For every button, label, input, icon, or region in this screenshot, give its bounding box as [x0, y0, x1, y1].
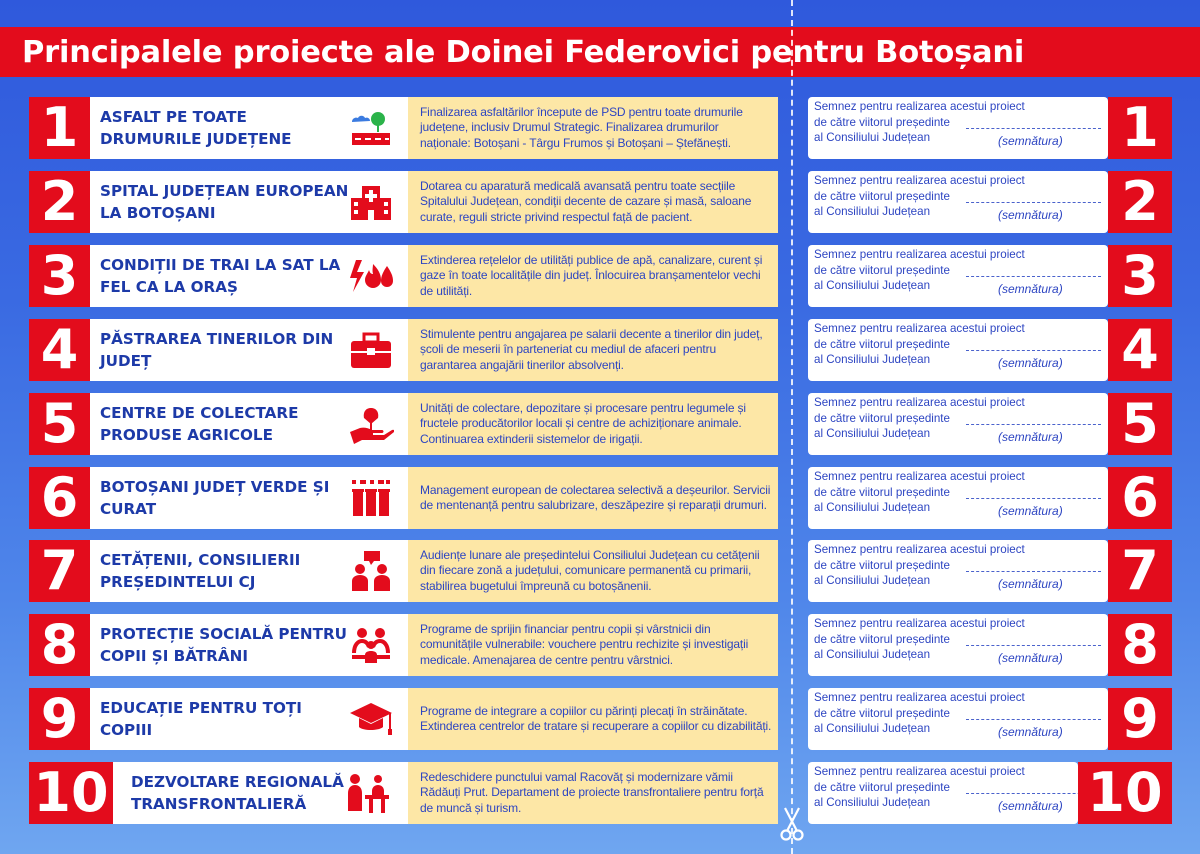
project-description: [408, 97, 778, 159]
project-row-3: [0, 245, 1200, 307]
project-description-text: Programe de integrare a copiilor cu părinți plecați în străinătate. Extinderea centrelor de tratare și recuperare a copiilor cu dizabilități.: [420, 703, 772, 733]
project-number: 3: [29, 245, 90, 307]
signature-text: Semnez pentru realizarea acestui proiect de către viitorul președinte al Consiliului Județean: [814, 322, 1025, 366]
briefcase-icon: [348, 328, 394, 372]
people-talking-icon: [348, 549, 394, 593]
project-card: [90, 467, 408, 529]
signature-text: Semnez pentru realizarea acestui proiect de către viitorul președinte al Consiliului Județean: [814, 174, 1025, 218]
project-card: [90, 319, 408, 381]
project-description-text: Management european de colectarea selectivă a deșeurilor. Servicii de mentenanță pentru salubrizare, deszăpezire și reparații drumuri.: [420, 482, 771, 512]
project-row-6: [0, 467, 1200, 529]
project-description-text: Stimulente pentru angajarea pe salarii decente a tinerilor din județ, școli de meserii în parteneriat cu mediul de afaceri pentru garantarea angajării tinerilor absolvenți.: [420, 326, 763, 372]
project-card: [90, 245, 408, 307]
signature-text: Semnez pentru realizarea acestui proiect de către viitorul președinte al Consiliului Județean: [814, 396, 1025, 440]
project-description: [408, 467, 778, 529]
project-number: 2: [29, 171, 90, 233]
signature-label: (semnătura): [998, 134, 1063, 148]
signature-label: (semnătura): [998, 651, 1063, 665]
hand-plant-icon: [348, 402, 394, 446]
signature-box[interactable]: [808, 467, 1108, 529]
signature-box[interactable]: [808, 393, 1108, 455]
recycling-bins-icon: [348, 476, 394, 520]
project-number-right: 6: [1108, 467, 1172, 529]
signature-text: Semnez pentru realizarea acestui proiect de către viitorul președinte al Consiliului Județean: [814, 691, 1025, 735]
signature-text: Semnez pentru realizarea acestui proiect de către viitorul președinte al Consiliului Județean: [814, 617, 1025, 661]
project-number-right: 5: [1108, 393, 1172, 455]
signature-label: (semnătura): [998, 504, 1063, 518]
border-office-icon: [345, 771, 391, 815]
project-description: [408, 319, 778, 381]
project-title: DEZVOLTARE REGIONALĂ TRANSFRONTALIERĂ: [131, 773, 344, 813]
project-card: [90, 540, 408, 602]
signature-box[interactable]: [808, 762, 1078, 824]
project-row-8: [0, 614, 1200, 676]
project-title: ASFALT PE TOATE DRUMURILE JUDEȚENE: [100, 108, 292, 148]
project-description: [408, 245, 778, 307]
project-number-right: 2: [1108, 171, 1172, 233]
project-number-right: 1: [1108, 97, 1172, 159]
project-number: 4: [29, 319, 90, 381]
project-row-1: [0, 97, 1200, 159]
project-row-2: [0, 171, 1200, 233]
project-row-4: [0, 319, 1200, 381]
signature-line[interactable]: [966, 128, 1101, 129]
project-description-text: Unități de colectare, depozitare și procesare pentru legumele și fructele producătorilor locali și centre de achiziționare animale. Continuarea extinderii sistemelor de irigații.: [420, 400, 746, 446]
project-title: PĂSTRAREA TINERILOR DIN JUDEȚ: [100, 330, 334, 370]
signature-label: (semnătura): [998, 725, 1063, 739]
signature-label: (semnătura): [998, 430, 1063, 444]
project-number-right: 8: [1108, 614, 1172, 676]
signature-box[interactable]: [808, 97, 1108, 159]
project-title: EDUCAȚIE PENTRU TOȚI COPIII: [100, 699, 302, 739]
signature-line[interactable]: [966, 498, 1101, 499]
project-card: [90, 688, 408, 750]
project-title: CENTRE DE COLECTARE PRODUSE AGRICOLE: [100, 404, 299, 444]
road-icon: [348, 106, 394, 150]
signature-box[interactable]: [808, 540, 1108, 602]
signature-label: (semnătura): [998, 799, 1063, 813]
project-description: [408, 540, 778, 602]
signature-text: Semnez pentru realizarea acestui proiect de către viitorul președinte al Consiliului Județean: [814, 100, 1025, 144]
project-number-right: 7: [1108, 540, 1172, 602]
project-description-text: Dotarea cu aparatură medicală avansată pentru toate secțiile Spitalului Județean, condiții decente de cazare și masă, saloane curate, reguli stricte privind respectul față de pacient.: [420, 178, 752, 224]
project-title: CETĂȚENII, CONSILIERII PREȘEDINTELUI CJ: [100, 551, 301, 591]
signature-line[interactable]: [966, 202, 1101, 203]
project-title: BOTOȘANI JUDEȚ VERDE ȘI CURAT: [100, 478, 330, 518]
signature-box[interactable]: [808, 614, 1108, 676]
project-card: [90, 97, 408, 159]
signature-line[interactable]: [966, 719, 1101, 720]
signature-line[interactable]: [966, 276, 1101, 277]
project-description: [408, 614, 778, 676]
project-description-text: Redeschidere punctului vamal Racovăț și modernizare vămii Rădăuți Prut. Departament de proiecte transfrontaliere pentru forță de muncă și turism.: [420, 769, 764, 815]
project-number: 10: [29, 762, 113, 824]
project-row-10: [0, 762, 1200, 824]
project-number: 7: [29, 540, 90, 602]
project-number: 8: [29, 614, 90, 676]
project-row-7: [0, 540, 1200, 602]
signature-text: Semnez pentru realizarea acestui proiect de către viitorul președinte al Consiliului Județean: [814, 765, 1025, 809]
project-title: CONDIȚII DE TRAI LA SAT LA FEL CA LA ORAȘ: [100, 256, 341, 296]
signature-line[interactable]: [966, 350, 1101, 351]
signature-text: Semnez pentru realizarea acestui proiect de către viitorul președinte al Consiliului Județean: [814, 248, 1025, 292]
hospital-icon: [348, 180, 394, 224]
project-number: 9: [29, 688, 90, 750]
signature-box[interactable]: [808, 171, 1108, 233]
project-description: [408, 688, 778, 750]
project-number: 1: [29, 97, 90, 159]
project-number: 6: [29, 467, 90, 529]
project-number-right: 3: [1108, 245, 1172, 307]
signature-line[interactable]: [966, 645, 1101, 646]
signature-label: (semnătura): [998, 356, 1063, 370]
project-card: [90, 171, 408, 233]
graduation-cap-icon: [348, 697, 394, 741]
page-title: Principalele proiecte ale Doinei Federovici pentru Botoșani: [22, 35, 1025, 70]
project-card: [90, 614, 408, 676]
project-title: PROTECȚIE SOCIALĂ PENTRU COPII ȘI BĂTRÂNI: [100, 625, 348, 665]
project-number-right: 9: [1108, 688, 1172, 750]
signature-box[interactable]: [808, 245, 1108, 307]
signature-box[interactable]: [808, 319, 1108, 381]
signature-box[interactable]: [808, 688, 1108, 750]
project-number: 5: [29, 393, 90, 455]
project-card: [90, 393, 408, 455]
signature-text: Semnez pentru realizarea acestui proiect de către viitorul președinte al Consiliului Județean: [814, 470, 1025, 514]
project-description-text: Extinderea rețelelor de utilități publice de apă, canalizare, curent și gaze în toate localitățile din județ. Înlocuirea branșamentelor vechi de utilități.: [420, 252, 763, 298]
signature-line[interactable]: [966, 424, 1101, 425]
project-row-9: [0, 688, 1200, 750]
signature-label: (semnătura): [998, 577, 1063, 591]
project-description-text: Finalizarea asfaltărilor începute de PSD pentru toate drumurile județene, inclusiv Drumul Strategic. Finalizarea drumurilor naționale: Botoșani - Târgu Frumos și Botoșani – Ștefănești.: [420, 104, 743, 150]
signature-text: Semnez pentru realizarea acestui proiect de către viitorul președinte al Consiliului Județean: [814, 543, 1025, 587]
project-number-right: 4: [1108, 319, 1172, 381]
project-description: [408, 393, 778, 455]
utilities-icon: [348, 254, 394, 298]
family-care-icon: [348, 623, 394, 667]
project-number-right: 10: [1078, 762, 1172, 824]
project-title: SPITAL JUDEȚEAN EUROPEAN LA BOTOȘANI: [100, 182, 349, 222]
project-card: [113, 762, 408, 824]
project-description-text: Audiențe lunare ale președintelui Consiliului Județean cu cetățenii din fiecare zonă a județului, comunicare permanentă cu primarii, stabilirea bugetului împreună cu botoșănenii.: [420, 547, 760, 593]
signature-label: (semnătura): [998, 208, 1063, 222]
project-row-5: [0, 393, 1200, 455]
project-description-text: Programe de sprijin financiar pentru copii și vârstnicii din comunitățile vulnerabile: vouchere pentru rechizite și investigații medicale. Amenajarea de centre pentru vârstnici.: [420, 621, 749, 667]
signature-line[interactable]: [966, 571, 1101, 572]
signature-label: (semnătura): [998, 282, 1063, 296]
project-description: [408, 762, 778, 824]
project-description: [408, 171, 778, 233]
